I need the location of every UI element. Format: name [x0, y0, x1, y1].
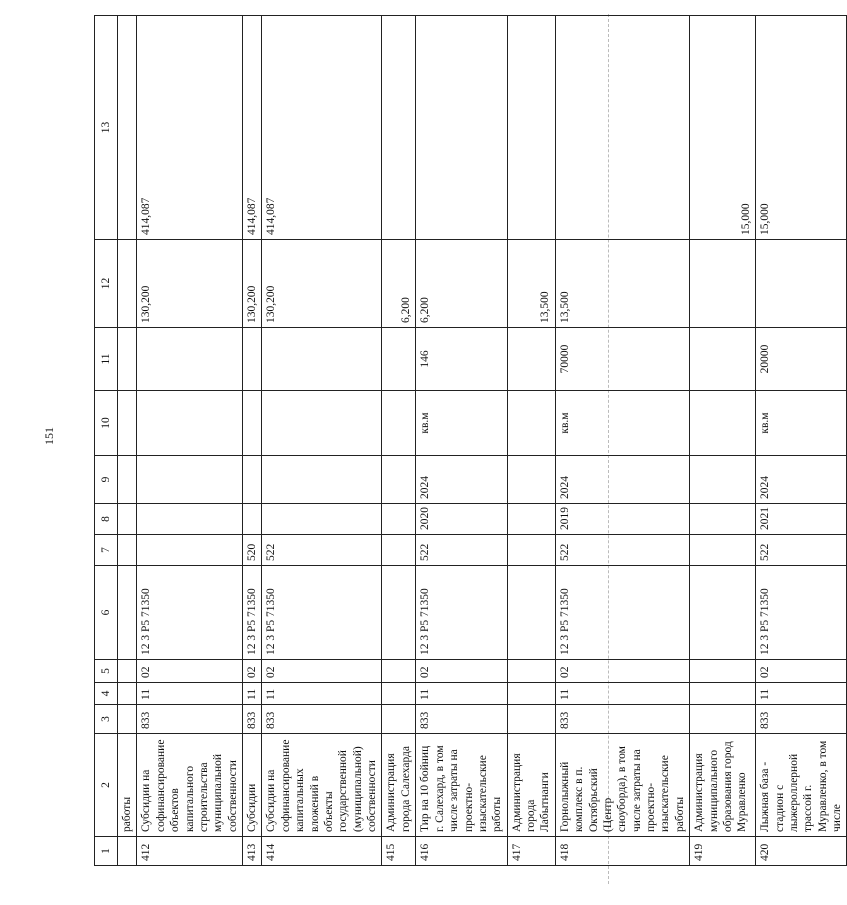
- cell-c5: 02: [416, 660, 507, 683]
- cell-c6: 12 3 P5 71350: [756, 566, 847, 660]
- cell-c8: [382, 504, 416, 535]
- cell-c4: 11: [137, 683, 243, 705]
- cell-c10: [507, 391, 555, 456]
- cell-c10: кв.м: [756, 391, 847, 456]
- cell-c8: [690, 504, 756, 535]
- cell-c4: 11: [243, 683, 262, 705]
- cell-name: Лыжная база - стадион с лыжероллерной трассой г. Муравленко, в том числе: [756, 734, 847, 837]
- header-cell: 5: [95, 660, 118, 683]
- cell-index: 419: [690, 837, 756, 866]
- cell-c12: 13,500: [555, 240, 689, 328]
- cell-c12: 130,200: [262, 240, 382, 328]
- cell-c7: 522: [756, 535, 847, 566]
- cell-c12: [690, 240, 756, 328]
- cell-index: 414: [262, 837, 382, 866]
- cell-c11: 146: [416, 328, 507, 391]
- cell-c13: 15,000: [690, 16, 756, 240]
- cell-name: Администрация города Лабытнанги: [507, 734, 555, 837]
- cell-c4: [382, 683, 416, 705]
- cell-c8: [243, 504, 262, 535]
- table-row: [555, 16, 689, 866]
- cell-c3: [507, 705, 555, 734]
- table-row: [243, 16, 262, 866]
- rotated-table-container: [94, 16, 843, 866]
- cell-c9: [243, 456, 262, 504]
- cell-c6: [507, 566, 555, 660]
- cell-c3: 833: [555, 705, 689, 734]
- cell-c11: [243, 328, 262, 391]
- cell-c7: [507, 535, 555, 566]
- cell-c6: 12 3 P5 71350: [137, 566, 243, 660]
- cell-c10: [243, 391, 262, 456]
- cell-c5: [690, 660, 756, 683]
- cell-c11: 20000: [756, 328, 847, 391]
- page-number: 151: [41, 427, 56, 445]
- cell-name: Горнолыжный комплекс в п. Октябрьский (Центр сноуборда), в том числе затраты на проектно-изыскательские работы: [555, 734, 689, 837]
- cell-c13: 414,087: [243, 16, 262, 240]
- cell-index: 415: [382, 837, 416, 866]
- cell-c6: 12 3 P5 71350: [416, 566, 507, 660]
- cell-c9: [137, 456, 243, 504]
- cell-c6: [690, 566, 756, 660]
- header-cell: 12: [95, 240, 118, 328]
- cell-c9: [262, 456, 382, 504]
- cell-c13: [555, 16, 689, 240]
- cell-c10: [118, 391, 137, 456]
- cell-c7: 522: [262, 535, 382, 566]
- cell-index: 412: [137, 837, 243, 866]
- cell-c8: [118, 504, 137, 535]
- header-cell: 11: [95, 328, 118, 391]
- header-cell: 1: [95, 837, 118, 866]
- cell-c8: 2021: [756, 504, 847, 535]
- cell-c13: 414,087: [262, 16, 382, 240]
- cell-c4: [690, 683, 756, 705]
- cell-c10: [382, 391, 416, 456]
- cell-c7: [118, 535, 137, 566]
- table-row: [382, 16, 416, 866]
- header-cell: 6: [95, 566, 118, 660]
- cell-c9: [118, 456, 137, 504]
- header-row: [95, 16, 118, 866]
- cell-c10: [262, 391, 382, 456]
- cell-c10: [690, 391, 756, 456]
- cell-c5: [382, 660, 416, 683]
- cell-c11: [118, 328, 137, 391]
- cell-c6: [118, 566, 137, 660]
- table-row: [118, 16, 137, 866]
- cell-name: Администрация муниципального образования город Муравленко: [690, 734, 756, 837]
- header-cell: 8: [95, 504, 118, 535]
- cell-index: 420: [756, 837, 847, 866]
- cell-name: Субсидии на софинансирование объектов капитального строительства муниципальной собственности: [137, 734, 243, 837]
- cell-c4: 11: [756, 683, 847, 705]
- cell-c8: 2019: [555, 504, 689, 535]
- header-cell: 4: [95, 683, 118, 705]
- cell-c12: [756, 240, 847, 328]
- cell-c5: [118, 660, 137, 683]
- header-cell: 9: [95, 456, 118, 504]
- cell-name: Тир на 10 бойниц г. Салехард, в том числе затраты на проектно-изыскательские работы: [416, 734, 507, 837]
- cell-c12: 6,200: [416, 240, 507, 328]
- cell-c9: 2024: [555, 456, 689, 504]
- cell-c5: 02: [555, 660, 689, 683]
- cell-c5: 02: [137, 660, 243, 683]
- cell-c3: 833: [416, 705, 507, 734]
- header-cell: 10: [95, 391, 118, 456]
- table-row: [756, 16, 847, 866]
- cell-c4: 11: [262, 683, 382, 705]
- cell-c7: 520: [243, 535, 262, 566]
- table-row: [137, 16, 243, 866]
- cell-c7: [137, 535, 243, 566]
- cell-c10: кв.м: [555, 391, 689, 456]
- cell-c6: [382, 566, 416, 660]
- cell-index: 417: [507, 837, 555, 866]
- cell-c9: 2024: [416, 456, 507, 504]
- cell-c5: 02: [262, 660, 382, 683]
- cell-c11: [507, 328, 555, 391]
- header-cell: 3: [95, 705, 118, 734]
- cell-c11: [137, 328, 243, 391]
- cell-c11: [382, 328, 416, 391]
- cell-c4: [118, 683, 137, 705]
- cell-c6: 12 3 P5 71350: [555, 566, 689, 660]
- header-cell: 7: [95, 535, 118, 566]
- cell-c4: 11: [416, 683, 507, 705]
- header-cell: 2: [95, 734, 118, 837]
- cell-c13: [118, 16, 137, 240]
- cell-c7: [690, 535, 756, 566]
- header-cell: 13: [95, 16, 118, 240]
- cell-c8: [507, 504, 555, 535]
- cell-c7: 522: [555, 535, 689, 566]
- cell-index: [118, 837, 137, 866]
- cell-c13: 15,000: [756, 16, 847, 240]
- cell-c12: [118, 240, 137, 328]
- cell-c5: [507, 660, 555, 683]
- cell-c11: [262, 328, 382, 391]
- cell-c3: 833: [137, 705, 243, 734]
- cell-c13: [382, 16, 416, 240]
- table-row: [690, 16, 756, 866]
- cell-c12: 13,500: [507, 240, 555, 328]
- cell-c9: [382, 456, 416, 504]
- cell-name: Субсидии: [243, 734, 262, 837]
- cell-index: 416: [416, 837, 507, 866]
- cell-c3: 833: [243, 705, 262, 734]
- cell-c11: [690, 328, 756, 391]
- cell-c12: 130,200: [137, 240, 243, 328]
- cell-c12: 6,200: [382, 240, 416, 328]
- table-row: [507, 16, 555, 866]
- cell-c3: 833: [262, 705, 382, 734]
- cell-name: работы: [118, 734, 137, 837]
- cell-c7: 522: [416, 535, 507, 566]
- cell-c12: 130,200: [243, 240, 262, 328]
- cell-c13: [416, 16, 507, 240]
- cell-c13: [507, 16, 555, 240]
- cell-c3: [118, 705, 137, 734]
- cell-name: Субсидии на софинансирование капитальных вложений в объекты государственной (муниципальной) собственности: [262, 734, 382, 837]
- cell-c5: 02: [756, 660, 847, 683]
- cell-c5: 02: [243, 660, 262, 683]
- cell-c13: 414,087: [137, 16, 243, 240]
- cell-c4: 11: [555, 683, 689, 705]
- cell-index: 413: [243, 837, 262, 866]
- table-row: [262, 16, 382, 866]
- cell-c9: 2024: [756, 456, 847, 504]
- cell-name: Администрация города Салехарда: [382, 734, 416, 837]
- cell-c6: 12 3 P5 71350: [262, 566, 382, 660]
- cell-c10: [137, 391, 243, 456]
- cell-c9: [507, 456, 555, 504]
- cell-c10: кв.м: [416, 391, 507, 456]
- cell-c7: [382, 535, 416, 566]
- cell-c3: [382, 705, 416, 734]
- cell-c3: [690, 705, 756, 734]
- cell-c4: [507, 683, 555, 705]
- table-row: [416, 16, 507, 866]
- cell-c6: 12 3 P5 71350: [243, 566, 262, 660]
- budget-table: [94, 15, 847, 866]
- cell-c11: 70000: [555, 328, 689, 391]
- cell-c8: [262, 504, 382, 535]
- cell-c8: 2020: [416, 504, 507, 535]
- cell-c3: 833: [756, 705, 847, 734]
- cell-c9: [690, 456, 756, 504]
- cell-index: 418: [555, 837, 689, 866]
- cell-c8: [137, 504, 243, 535]
